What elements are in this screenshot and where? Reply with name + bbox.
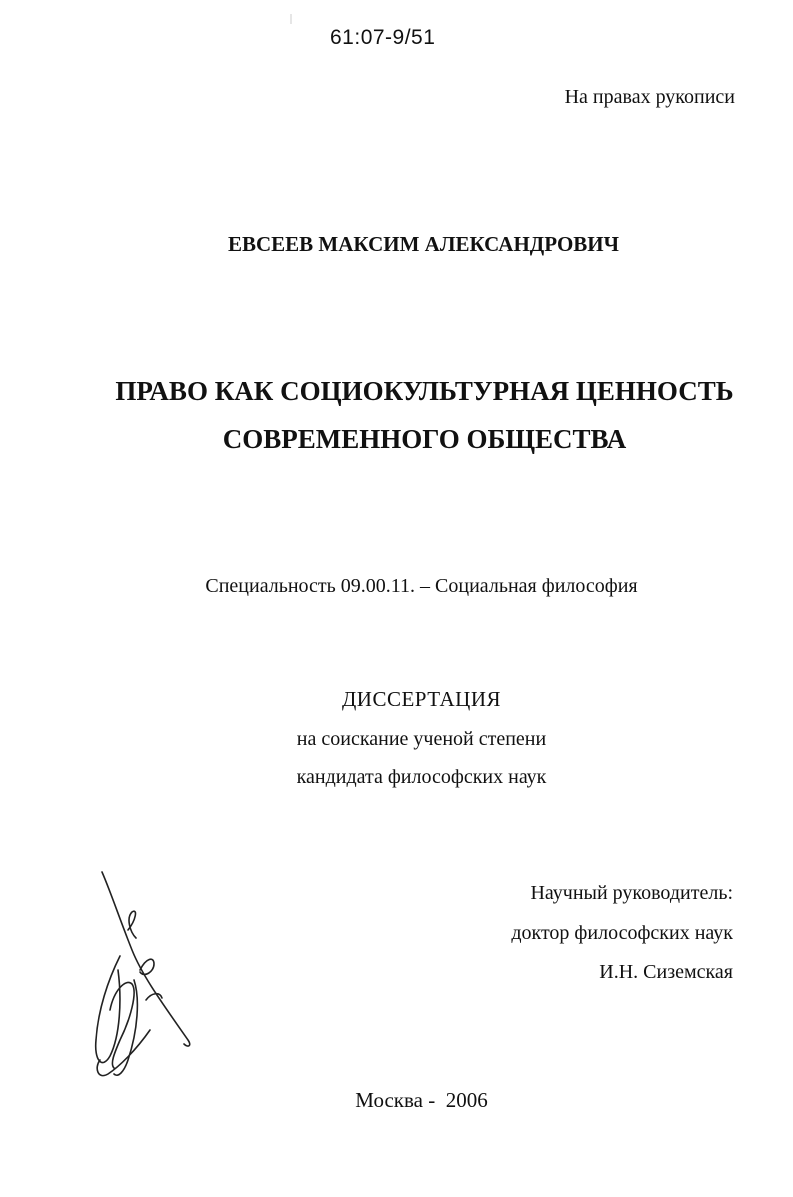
thesis-title-line-2: СОВРЕМЕННОГО ОБЩЕСТВА: [222, 424, 627, 454]
dissertation-type: ДИССЕРТАЦИЯ: [341, 687, 502, 711]
city-year: Москва - 2006: [355, 1088, 488, 1112]
advisor-name: И.Н. Сиземская: [599, 961, 733, 983]
rights-note: На правах рукописи: [564, 86, 735, 108]
advisor-degree: доктор философских наук: [511, 922, 733, 944]
archive-stamp-code: 61:07-9/51: [330, 26, 436, 49]
scan-mark: [290, 14, 292, 24]
dissertation-purpose: на соискание ученой степени: [296, 728, 547, 750]
thesis-title-line-1: ПРАВО КАК СОЦИОКУЛЬТУРНАЯ ЦЕННОСТЬ: [115, 376, 734, 406]
advisor-label: Научный руководитель:: [530, 882, 733, 904]
handwritten-signature: [80, 860, 210, 1090]
author-name: ЕВСЕЕВ МАКСИМ АЛЕКСАНДРОВИЧ: [227, 232, 620, 256]
specialty-line: Специальность 09.00.11. – Социальная философия: [205, 575, 638, 597]
dissertation-degree: кандидата философских наук: [296, 766, 547, 788]
